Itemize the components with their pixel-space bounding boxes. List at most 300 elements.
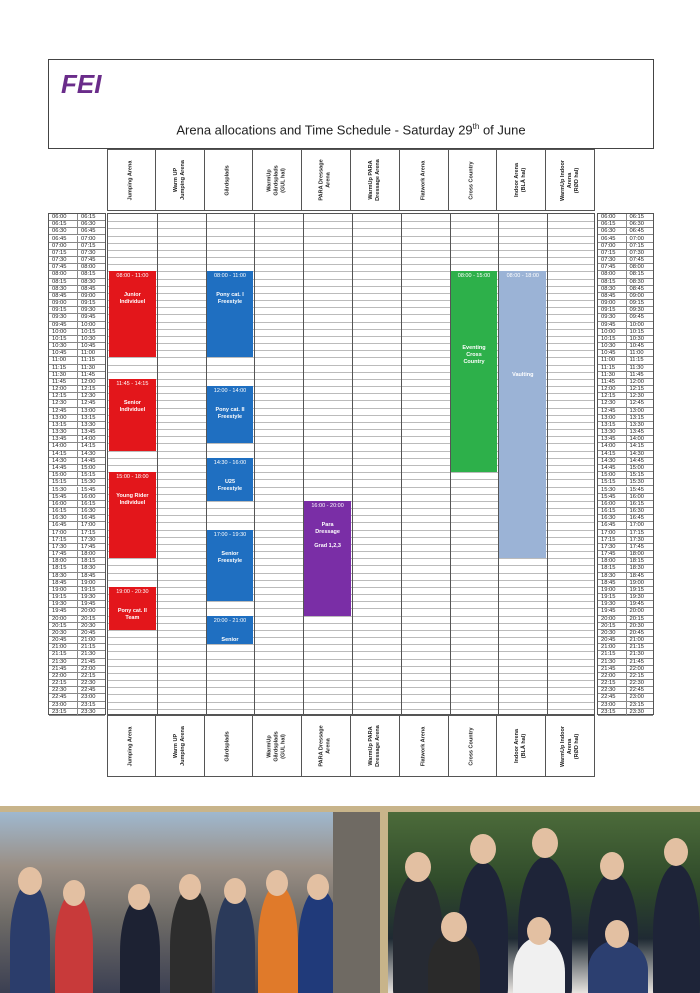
grid-col-line: [547, 214, 548, 714]
time-end: 22:45: [77, 687, 105, 693]
column-header: [400, 715, 449, 777]
time-row: [49, 587, 105, 594]
time-row: [598, 400, 653, 407]
column-header: [497, 149, 546, 211]
time-row: [598, 659, 653, 666]
time-start: 13:15: [601, 421, 616, 428]
time-end: 16:00: [77, 494, 105, 500]
time-end: 10:00: [626, 322, 654, 328]
column-header-label: Cross Country: [468, 726, 475, 766]
time-row: [598, 293, 653, 300]
schedule-grid: [107, 213, 595, 715]
time-row: [49, 623, 105, 630]
time-end: 12:00: [626, 379, 654, 385]
time-end: 08:45: [626, 286, 654, 292]
time-row: [49, 472, 105, 479]
grid-col-line: [303, 214, 304, 714]
time-start: 19:30: [52, 601, 67, 608]
time-start: 09:45: [601, 321, 616, 328]
time-start: 13:45: [52, 436, 67, 443]
time-end: 06:45: [626, 228, 654, 234]
time-start: 23:15: [52, 708, 67, 715]
column-header: [546, 715, 595, 777]
grid-row-line: [108, 250, 594, 251]
grid-row-line: [108, 243, 594, 244]
time-row: [49, 214, 105, 221]
time-row: [49, 644, 105, 651]
time-end: 10:15: [626, 329, 654, 335]
time-start: 13:00: [52, 414, 67, 421]
time-start: 12:15: [601, 393, 616, 400]
time-start: 17:30: [52, 543, 67, 550]
schedule-block: [207, 271, 254, 357]
time-row: [598, 458, 653, 465]
time-row: [49, 372, 105, 379]
time-end: 12:15: [626, 386, 654, 392]
block-time: 14:30 - 16:00: [213, 459, 247, 466]
time-row: [598, 393, 653, 400]
time-row: [598, 365, 653, 372]
time-end: 20:15: [77, 616, 105, 622]
time-row: [598, 537, 653, 544]
time-start: 14:30: [601, 457, 616, 464]
time-table-left: [48, 213, 106, 715]
schedule-block: [207, 616, 254, 645]
time-start: 21:45: [601, 665, 616, 672]
time-row: [49, 357, 105, 364]
time-row: [49, 702, 105, 709]
time-end: 18:15: [626, 558, 654, 564]
time-end: 20:45: [77, 630, 105, 636]
time-row: [49, 250, 105, 257]
time-start: 13:00: [601, 414, 616, 421]
time-start: 12:15: [52, 393, 67, 400]
time-end: 21:30: [77, 651, 105, 657]
time-start: 15:15: [601, 479, 616, 486]
time-row: [598, 630, 653, 637]
column-header: [205, 715, 254, 777]
time-row: [598, 279, 653, 286]
time-row: [598, 443, 653, 450]
time-start: 22:45: [52, 694, 67, 701]
time-end: 06:15: [626, 214, 654, 220]
time-end: 07:00: [626, 236, 654, 242]
time-start: 20:30: [52, 629, 67, 636]
time-start: 07:00: [601, 242, 616, 249]
time-start: 22:30: [601, 687, 616, 694]
grid-row-line: [108, 659, 594, 660]
time-start: 14:45: [52, 465, 67, 471]
time-start: 19:15: [52, 594, 67, 601]
time-end: 16:00: [626, 494, 654, 500]
column-header-label: WarmUp Gårdsplads (GUL hal): [266, 164, 287, 196]
schedule-block: [207, 530, 254, 602]
grid-row-line: [108, 623, 594, 624]
time-row: [598, 587, 653, 594]
time-row: [49, 386, 105, 393]
time-start: 17:45: [52, 551, 67, 558]
time-end: 06:45: [77, 228, 105, 234]
column-header: [351, 715, 400, 777]
time-row: [598, 608, 653, 615]
time-start: 10:15: [601, 335, 616, 342]
time-end: 15:45: [77, 487, 105, 493]
time-end: 16:45: [626, 515, 654, 521]
column-header: [400, 149, 449, 211]
time-start: 11:15: [601, 364, 616, 371]
time-row: [598, 422, 653, 429]
time-start: 14:30: [52, 457, 67, 464]
time-start: 18:00: [601, 558, 616, 565]
block-time: 12:00 - 14:00: [213, 388, 247, 395]
time-end: 07:30: [77, 250, 105, 256]
time-start: 14:15: [601, 450, 616, 457]
time-end: 09:15: [626, 300, 654, 306]
time-start: 18:30: [52, 572, 67, 579]
time-row: [598, 357, 653, 364]
time-table-right: [597, 213, 654, 715]
time-end: 18:15: [77, 558, 105, 564]
time-start: 18:30: [601, 572, 616, 579]
time-start: 11:00: [52, 357, 67, 364]
time-end: 20:30: [626, 623, 654, 629]
time-row: [598, 651, 653, 658]
column-header-label: Warm UP Jumping Arena: [172, 160, 186, 200]
time-start: 08:00: [52, 271, 67, 278]
time-row: [49, 307, 105, 314]
time-row: [598, 436, 653, 443]
column-header-label: Gårdsplads: [224, 164, 231, 196]
time-end: 09:00: [626, 293, 654, 299]
time-row: [598, 257, 653, 264]
time-end: 22:30: [77, 680, 105, 686]
column-header-label: WarmUp PARA Dressage Arena: [367, 159, 381, 201]
block-time: 16:00 - 20:00: [311, 502, 344, 509]
time-start: 08:45: [601, 292, 616, 299]
block-time: 08:00 - 11:00: [213, 273, 246, 280]
time-end: 10:45: [626, 343, 654, 349]
time-start: 15:30: [601, 486, 616, 493]
schedule-block: [304, 501, 351, 616]
time-end: 09:30: [626, 307, 654, 313]
time-end: 12:45: [77, 400, 105, 406]
block-label: Senior Individuel: [119, 399, 146, 413]
time-start: 08:00: [601, 271, 616, 278]
grid-row-line: [108, 616, 594, 617]
time-row: [49, 565, 105, 572]
time-end: 18:30: [77, 565, 105, 571]
time-row: [49, 264, 105, 271]
time-row: [598, 350, 653, 357]
time-start: 19:00: [52, 586, 67, 593]
time-row: [49, 487, 105, 494]
time-end: 19:00: [77, 580, 105, 586]
time-row: [598, 515, 653, 522]
column-header: [302, 715, 351, 777]
time-end: 11:15: [626, 357, 654, 363]
grid-col-line: [401, 214, 402, 714]
time-start: 18:15: [601, 565, 616, 572]
time-row: [598, 687, 653, 694]
time-start: 20:15: [601, 622, 616, 629]
time-start: 14:00: [601, 443, 616, 450]
schedule-block: [109, 271, 156, 357]
time-row: [49, 680, 105, 687]
time-start: 09:15: [601, 307, 616, 314]
time-end: 13:45: [77, 429, 105, 435]
column-header-label: Warm UP Jumping Arena: [172, 726, 186, 766]
time-start: 11:15: [52, 364, 67, 371]
time-row: [49, 436, 105, 443]
time-start: 08:45: [52, 292, 67, 299]
time-row: [49, 286, 105, 293]
time-end: 15:30: [626, 479, 654, 485]
time-row: [598, 644, 653, 651]
time-row: [49, 228, 105, 235]
grid-row-line: [108, 651, 594, 652]
time-row: [598, 221, 653, 228]
time-row: [598, 322, 653, 329]
time-end: 22:00: [77, 666, 105, 672]
time-end: 06:30: [77, 221, 105, 227]
time-end: 14:45: [626, 458, 654, 464]
block-label: Senior: [221, 636, 239, 643]
time-start: 09:15: [52, 307, 67, 314]
time-start: 09:30: [601, 314, 616, 321]
time-end: 17:00: [77, 522, 105, 528]
time-end: 14:15: [626, 443, 654, 449]
time-start: 10:45: [52, 350, 67, 357]
time-start: 16:00: [52, 500, 67, 507]
time-start: 19:00: [601, 586, 616, 593]
block-label: Junior Individuel: [119, 292, 146, 306]
time-row: [49, 236, 105, 243]
schedule-block: [109, 379, 156, 451]
time-end: 21:00: [626, 637, 654, 643]
time-start: 21:00: [52, 644, 67, 651]
time-end: 09:00: [77, 293, 105, 299]
time-start: 09:45: [52, 321, 67, 328]
time-row: [49, 530, 105, 537]
block-time: 17:00 - 19:30: [213, 531, 247, 538]
time-end: 20:45: [626, 630, 654, 636]
time-end: 15:00: [626, 465, 654, 471]
column-header: [497, 715, 546, 777]
time-start: 07:45: [601, 264, 616, 271]
time-row: [598, 494, 653, 501]
time-row: [49, 221, 105, 228]
grid-row-line: [108, 587, 594, 588]
time-row: [598, 565, 653, 572]
time-end: 18:00: [77, 551, 105, 557]
time-start: 12:30: [52, 400, 67, 407]
time-end: 12:30: [626, 393, 654, 399]
block-time: 08:00 - 11:00: [116, 273, 149, 280]
time-end: 10:00: [77, 322, 105, 328]
block-time: 20:00 - 21:00: [213, 617, 247, 624]
time-row: [49, 322, 105, 329]
time-end: 09:45: [77, 314, 105, 320]
block-label: U25 Freestyle: [217, 478, 243, 492]
column-header: [449, 715, 498, 777]
time-start: 06:00: [601, 214, 616, 220]
time-end: 17:15: [626, 530, 654, 536]
time-start: 06:45: [601, 235, 616, 242]
grid-row-line: [108, 709, 594, 710]
time-start: 12:45: [52, 407, 67, 414]
time-end: 11:30: [626, 365, 654, 371]
time-start: 06:30: [52, 228, 67, 235]
time-start: 17:15: [601, 536, 616, 543]
grid-row-line: [108, 687, 594, 688]
block-label: Vaulting: [512, 372, 534, 379]
time-row: [598, 415, 653, 422]
time-start: 15:00: [601, 472, 616, 479]
time-row: [49, 293, 105, 300]
time-start: 12:30: [601, 400, 616, 407]
time-end: 07:45: [77, 257, 105, 263]
time-start: 17:30: [601, 543, 616, 550]
time-end: 08:15: [77, 271, 105, 277]
time-start: 11:30: [601, 371, 616, 378]
time-start: 13:45: [601, 436, 616, 443]
time-start: 19:45: [52, 608, 67, 615]
time-row: [49, 465, 105, 472]
time-row: [49, 558, 105, 565]
time-end: 18:30: [626, 565, 654, 571]
column-header: [449, 149, 498, 211]
schedule-block: [207, 386, 254, 443]
column-header-label: WarmUp Gårdsplads (GUL hal): [266, 730, 287, 762]
time-start: 07:45: [52, 264, 67, 271]
time-end: 16:45: [77, 515, 105, 521]
time-row: [49, 508, 105, 515]
time-row: [598, 379, 653, 386]
time-end: 19:15: [77, 587, 105, 593]
time-end: 17:45: [77, 544, 105, 550]
page-title: Arena allocations and Time Schedule - Saturday 29th of June: [176, 122, 526, 138]
time-start: 22:00: [601, 672, 616, 679]
time-row: [598, 451, 653, 458]
column-header: [156, 715, 205, 777]
block-label: Pony cat. II Freestyle: [215, 407, 245, 421]
grid-row-line: [108, 702, 594, 703]
time-end: 12:45: [626, 400, 654, 406]
time-start: 08:30: [601, 285, 616, 292]
time-row: [598, 580, 653, 587]
time-start: 19:15: [601, 594, 616, 601]
column-header-label: PARA Dressage Arena: [319, 725, 333, 767]
column-header-label: Gårdsplads: [224, 730, 231, 762]
time-row: [49, 429, 105, 436]
time-end: 08:45: [77, 286, 105, 292]
schedule-block: [109, 472, 156, 558]
time-row: [598, 694, 653, 701]
time-row: [49, 630, 105, 637]
column-header-label: Indoor Arena (BLÅ hal): [514, 162, 528, 198]
time-row: [49, 616, 105, 623]
block-time: 19:00 - 20:30: [116, 588, 149, 595]
time-end: 18:45: [77, 573, 105, 579]
column-header-label: Cross Country: [468, 160, 475, 200]
time-end: 09:45: [626, 314, 654, 320]
time-end: 14:00: [626, 436, 654, 442]
time-end: 17:15: [77, 530, 105, 536]
time-row: [49, 573, 105, 580]
time-end: 23:15: [77, 702, 105, 708]
time-row: [49, 343, 105, 350]
time-end: 07:30: [626, 250, 654, 256]
time-row: [598, 271, 653, 278]
time-row: [49, 544, 105, 551]
time-start: 21:30: [52, 658, 67, 665]
grid-row-line: [108, 601, 594, 602]
time-start: 20:45: [601, 637, 616, 644]
time-end: 23:15: [626, 702, 654, 708]
time-start: 10:00: [52, 328, 67, 335]
time-start: 23:15: [601, 708, 616, 715]
time-row: [49, 443, 105, 450]
time-end: 16:15: [77, 501, 105, 507]
time-end: 11:15: [77, 357, 105, 363]
time-end: 10:45: [77, 343, 105, 349]
time-row: [598, 286, 653, 293]
time-start: 09:30: [52, 314, 67, 321]
grid-row-line: [108, 630, 594, 631]
block-time: 08:00 - 18:00: [506, 273, 539, 280]
time-end: 20:00: [77, 608, 105, 614]
time-start: 08:15: [52, 278, 67, 285]
time-start: 10:30: [601, 343, 616, 350]
time-start: 20:45: [52, 637, 67, 644]
time-end: 16:30: [77, 508, 105, 514]
grid-row-line: [108, 694, 594, 695]
time-start: 18:15: [52, 565, 67, 572]
time-end: 21:15: [77, 644, 105, 650]
time-end: 20:00: [626, 608, 654, 614]
time-start: 22:30: [52, 687, 67, 694]
time-start: 06:30: [601, 228, 616, 235]
block-label: Pony cat. I Freestyle: [216, 292, 244, 306]
time-end: 12:00: [77, 379, 105, 385]
schedule-block: [207, 458, 254, 501]
time-start: 20:00: [601, 615, 616, 622]
time-row: [49, 673, 105, 680]
time-start: 06:15: [52, 221, 67, 228]
time-start: 14:00: [52, 443, 67, 450]
time-end: 13:00: [77, 408, 105, 414]
time-row: [598, 680, 653, 687]
time-end: 23:00: [77, 694, 105, 700]
time-end: 13:30: [626, 422, 654, 428]
time-end: 14:00: [77, 436, 105, 442]
time-row: [598, 530, 653, 537]
time-end: 07:00: [77, 236, 105, 242]
time-start: 17:00: [52, 529, 67, 536]
column-header: [253, 715, 302, 777]
time-row: [598, 544, 653, 551]
time-start: 07:00: [52, 242, 67, 249]
block-label: Young Rider Individuel: [116, 493, 149, 507]
time-start: 22:15: [601, 680, 616, 687]
time-start: 15:30: [52, 486, 67, 493]
time-row: [598, 487, 653, 494]
time-row: [598, 386, 653, 393]
time-end: 14:30: [626, 451, 654, 457]
time-start: 17:45: [601, 551, 616, 558]
time-end: 14:30: [77, 451, 105, 457]
grid-row-line: [108, 637, 594, 638]
